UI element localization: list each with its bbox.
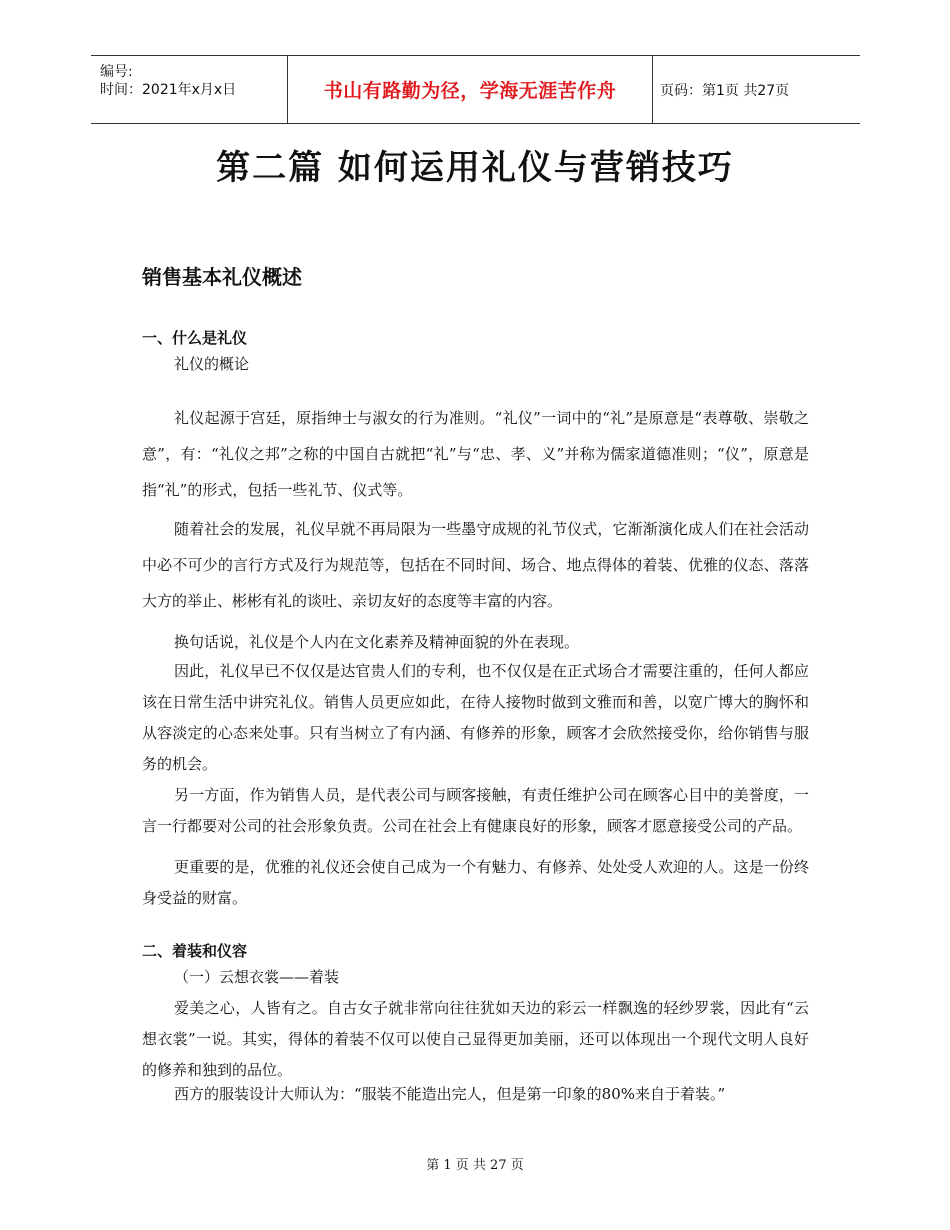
part1-heading: 一、什么是礼仪 <box>142 329 248 347</box>
paragraph: 西方的服装设计大师认为：“服装不能造出完人，但是第一印象的80%来自于着装。” <box>174 1085 726 1103</box>
header-motto: 书山有路勤为径，学海无涯苦作舟 <box>287 56 653 123</box>
paragraph: 随着社会的发展，礼仪早就不再局限为一些墨守成规的礼节仪式，它渐渐演化成人们在社会活动中必不可少的言行方式及行为规范等，包括在不同时间、场合、地点得体的着装、优雅的仪态、落落大方的举止、彬彬有礼的谈吐、亲切友好的态度等丰富的内容。 <box>142 520 809 610</box>
document-title: 第二篇 如何运用礼仪与营销技巧 <box>216 148 734 188</box>
part2-subheading: （一）云想衣裳——着装 <box>174 968 340 986</box>
header-table <box>91 55 860 124</box>
paragraph: 因此，礼仪早已不仅仅是达官贵人们的专利，也不仅仅是在正式场合才需要注重的，任何人都应该在日常生活中讲究礼仪。销售人员更应如此，在待人接物时做到文雅而和善，以宽广博大的胸怀和从容淡定的心态来处事。只有当树立了有内涵、有修养的形象，顾客才会欣然接受你，给你销售与服务的机会。 <box>142 662 809 773</box>
paragraph: 另一方面，作为销售人员，是代表公司与顾客接触，有责任维护公司在顾客心目中的美誉度，一言一行都要对公司的社会形象负责。公司在社会上有健康良好的形象，顾客才愿意接受公司的产品。 <box>142 786 809 835</box>
section-title: 销售基本礼仪概述 <box>142 265 302 289</box>
paragraph: 换句话说，礼仪是个人内在文化素养及精神面貌的外在表现。 <box>174 633 580 651</box>
paragraph: 爱美之心，人皆有之。自古女子就非常向往往犹如天边的彩云一样飘逸的轻纱罗裳，因此有“云想衣裳”一说。其实，得体的着装不仅可以使自己显得更加美丽，还可以体现出一个现代文明人良好的修养和独到的品位。 <box>142 999 809 1079</box>
paragraph: 更重要的是，优雅的礼仪还会使自己成为一个有魅力、有修养、处处受人欢迎的人。这是一份终身受益的财富。 <box>142 858 809 907</box>
page-footer: 第 1 页 共 27 页 <box>426 1158 524 1173</box>
part2-heading: 二、着装和仪容 <box>142 942 248 960</box>
part1-subheading: 礼仪的概论 <box>174 355 250 373</box>
paragraph: 礼仪起源于宫廷，原指绅士与淑女的行为准则。“礼仪”一词中的“礼”是原意是“表尊敬、崇敬之意”，有：“礼仪之邦”之称的中国自古就把“礼”与“忠、孝、义”并称为儒家道德准则；“仪”，原意是指“礼”的形式，包括一些礼节、仪式等。 <box>142 409 809 499</box>
document-number-label: 编号: <box>100 64 133 80</box>
header-info-cell <box>91 56 287 123</box>
document-time-label: 时间：2021年x月x日 <box>100 82 237 98</box>
header-page-info: 页码：第1页 共27页 <box>660 82 790 99</box>
